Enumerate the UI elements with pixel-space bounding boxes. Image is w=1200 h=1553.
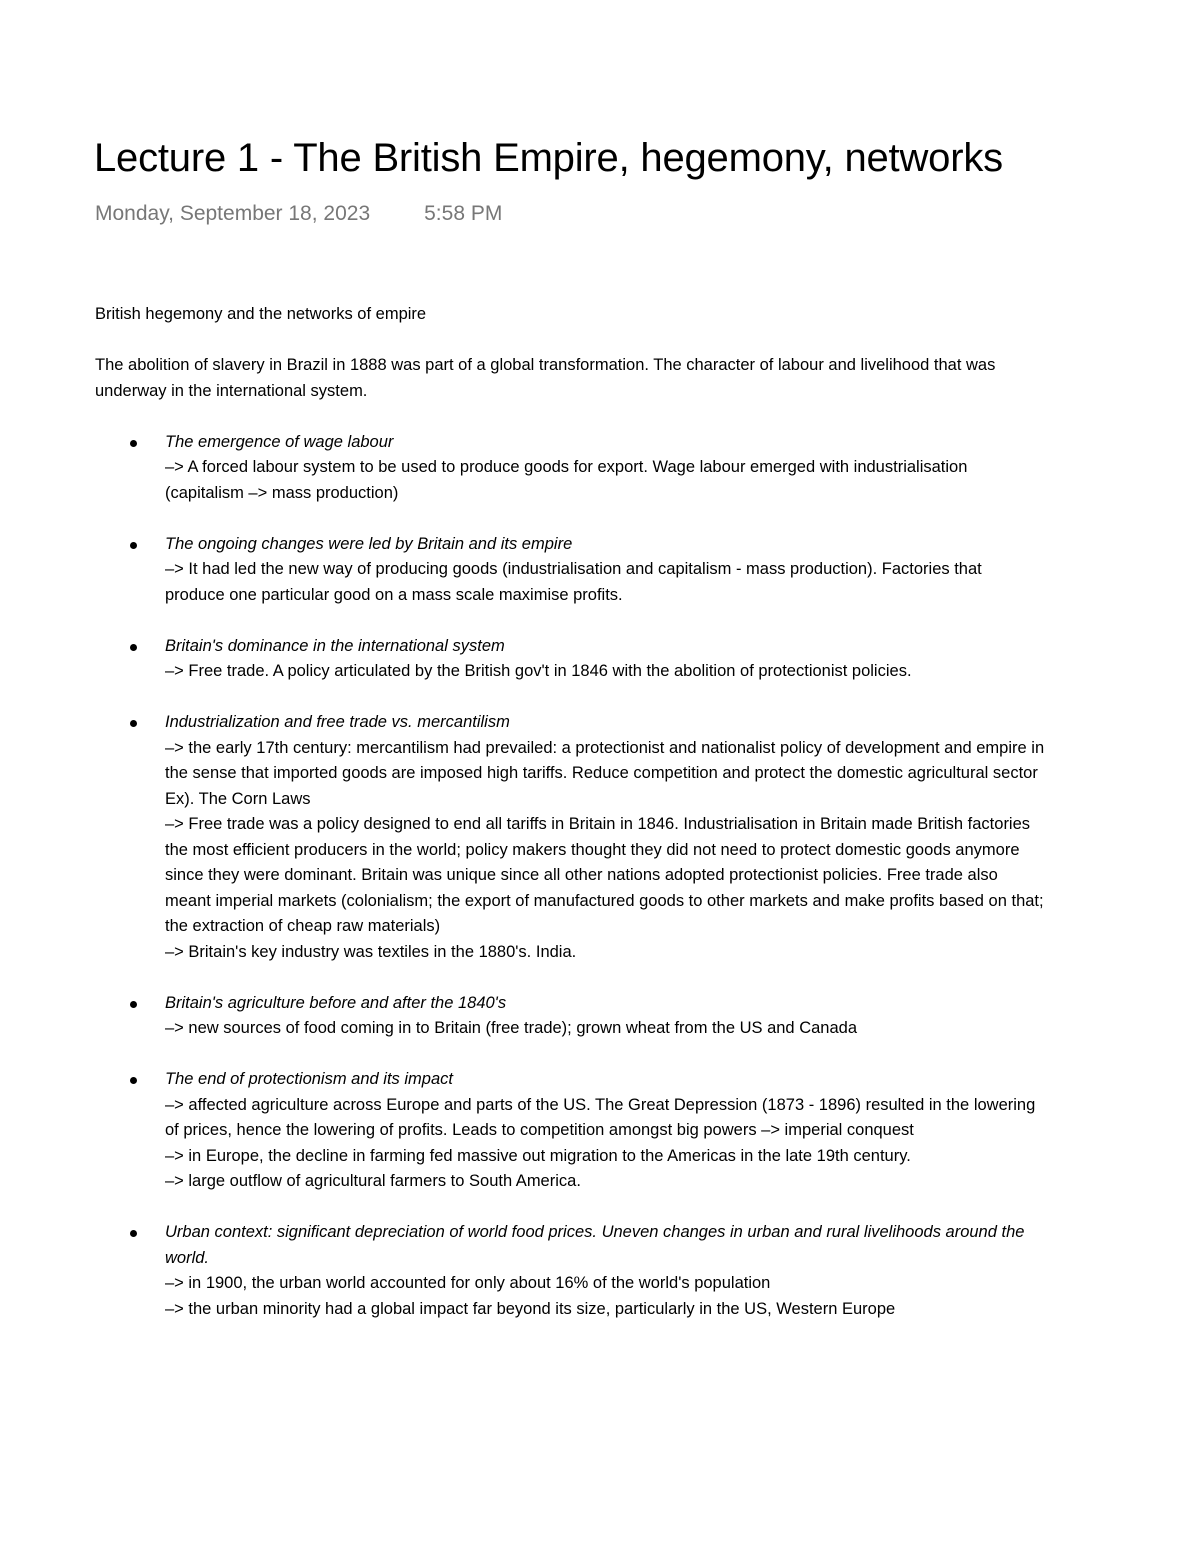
page-title: Lecture 1 - The British Empire, hegemony, networks [94, 136, 1003, 180]
bullet-item [95, 532, 1045, 609]
note-body [95, 302, 1045, 1348]
bullet-heading: Britain's agriculture before and after the 1840's [165, 993, 507, 1012]
bullet-dot-icon [130, 644, 137, 651]
bullet-line: –> affected agriculture across Europe and parts of the US. The Great Depression (1873 - 1896) resulted in the lowering of prices, hence the lowering of profits. Leads to competition amongst big powers –> imperial conquest [165, 1095, 1036, 1139]
page-time: 5:58 PM [424, 202, 503, 225]
page-meta [95, 200, 502, 228]
bullet-item [95, 430, 1045, 507]
bullet-heading: The emergence of wage labour [165, 432, 394, 451]
bullet-item [95, 1067, 1045, 1195]
bullet-dot-icon [130, 1001, 137, 1008]
bullet-line: Ex). The Corn Laws [165, 789, 311, 808]
bullet-line: –> the urban minority had a global impact far beyond its size, particularly in the US, Western Europe [165, 1299, 896, 1318]
page-bottom-margin [0, 1432, 1200, 1553]
bullet-dot-icon [130, 1230, 137, 1237]
bullet-heading: The end of protectionism and its impact [165, 1070, 453, 1088]
bullet-list [95, 430, 1045, 1323]
bullet-item [95, 710, 1045, 965]
bullet-line: –> Britain's key industry was textiles in the 1880's. India. [165, 942, 577, 961]
intro-paragraph: The abolition of slavery in Brazil in 1888 was part of a global transformation. The character of labour and livelihood that was underway in the international system. [95, 356, 996, 400]
bullet-line: –> in 1900, the urban world accounted for only about 16% of the world's population [165, 1274, 771, 1292]
bullet-line: –> A forced labour system to be used to produce goods for export. Wage labour emerged with industrialisation (capitalism –> mass production) [165, 458, 968, 502]
bullet-dot-icon [130, 1077, 137, 1084]
bullet-item [95, 1220, 1045, 1322]
bullet-line: –> It had led the new way of producing goods (industrialisation and capitalism - mass production). Factories that produce one particular good on a mass scale maximise profits. [165, 560, 982, 604]
bullet-dot-icon [130, 542, 137, 549]
bullet-line: –> new sources of food coming in to Britain (free trade); grown wheat from the US and Canada [165, 1019, 857, 1037]
bullet-line: –> Free trade was a policy designed to end all tariffs in Britain in 1846. Industrialisation in Britain made British factories the most efficient producers in the world; policy makers thought they did not need to protect domestic goods anymore since they were dominant. Britain was unique since all other nations adopted protectionist policies. Free trade also meant imperial markets (colonialism; the export of manufactured goods to other markets and make profits based on that; the extraction of cheap raw materials) [165, 815, 1044, 935]
bullet-line: –> Free trade. A policy articulated by the British gov't in 1846 with the abolition of protectionist policies. [165, 662, 912, 680]
bullet-item [95, 634, 1045, 685]
bullet-dot-icon [130, 440, 137, 447]
bullet-line: –> the early 17th century: mercantilism had prevailed: a protectionist and nationalist policy of development and empire in the sense that imported goods are imposed high tariffs. Reduce competition and protect the domestic agricultural sector [165, 738, 1045, 782]
bullet-line: –> in Europe, the decline in farming fed massive out migration to the Americas in the late 19th century. [165, 1146, 911, 1165]
bullet-item [95, 991, 1045, 1042]
bullet-dot-icon [130, 720, 137, 727]
section-heading: British hegemony and the networks of empire [95, 305, 427, 323]
bullet-heading: Industrialization and free trade vs. mercantilism [165, 713, 510, 731]
bullet-heading: Urban context: significant depreciation of world food prices. Uneven changes in urban and rural livelihoods around the world. [165, 1223, 1025, 1267]
page-date: Monday, September 18, 2023 [95, 202, 371, 225]
bullet-line: –> large outflow of agricultural farmers to South America. [165, 1172, 581, 1190]
bullet-heading: The ongoing changes were led by Britain and its empire [165, 534, 573, 553]
bullet-heading: Britain's dominance in the international system [165, 636, 505, 655]
